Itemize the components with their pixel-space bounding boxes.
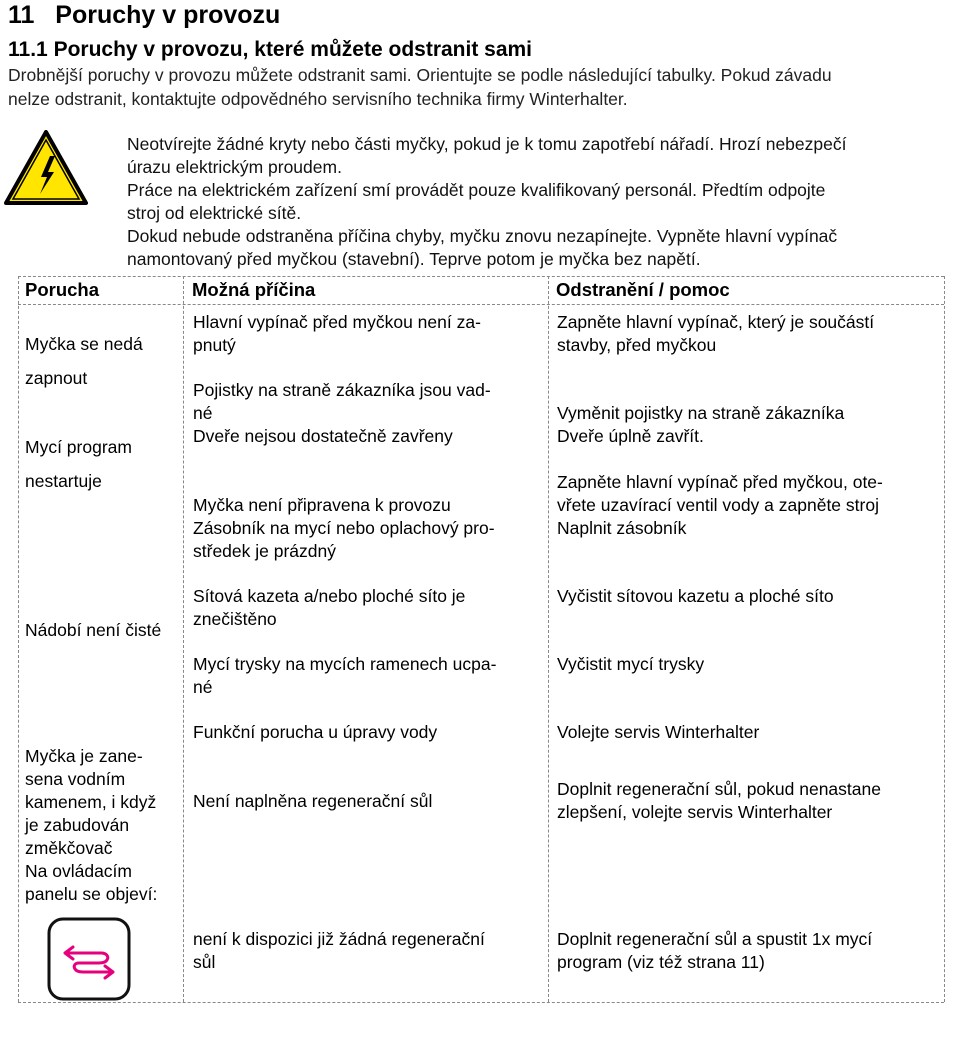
cause-2-line-1: Pojistky na straně zákazníka jsou vad- [193,380,491,400]
cause-7-line-1: Mycí trysky na mycích ramenech ucpa- [193,654,497,674]
cause-5-line-1: Zásobník na mycí nebo oplachový pro- [193,518,495,538]
chapter-heading [8,0,280,30]
fault-limescale-2: sena vodním [25,769,126,789]
warning-line-1: Neotvírejte žádné kryty nebo části myčky, pokud je k tomu zapotřebí nářadí. Hrozí nebezpečí [127,134,847,154]
fault-limescale-7: panelu se objeví: [25,884,158,904]
fault-limescale-5: změkčovač [25,838,113,858]
remedy-7: Vyčistit mycí trysky [557,654,705,674]
fault-limescale-6: Na ovládacím [25,861,132,881]
table-bottom-border [18,1002,944,1003]
cause-6-line-1: Sítová kazeta a/nebo ploché síto je [193,586,466,606]
remedy-9-line-1: Doplnit regenerační sůl, pokud nenastane [557,779,881,799]
section-heading [8,37,532,63]
remedy-4-line-2: vřete uzavírací ventil vody a zapněte stroj [557,495,879,515]
cause-1-line-2: pnutý [193,335,236,355]
cause-5-line-2: středek je prázdný [193,541,336,561]
cause-9: Není naplněna regenerační sůl [193,791,433,811]
fault-limescale-3: kamenem, i když [25,792,157,812]
fault-wont-start-1: Myčka se nedá [25,334,143,354]
high-voltage-warning-icon [4,130,88,206]
table-top-border [18,276,944,277]
fault-limescale-1: Myčka je zane- [25,746,143,766]
remedy-3: Dveře úplně zavřít. [557,426,704,446]
fault-program-1: Mycí program [25,437,132,457]
header-cause: Možná příčina [192,279,316,300]
cause-7-line-2: né [193,677,213,697]
regeneration-salt-symbol-icon [47,917,131,1001]
header-fault: Porucha [25,279,100,300]
section-number: 11.1 [8,38,48,61]
cause-6-line-2: znečištěno [193,609,277,629]
table-col-line-2 [548,276,549,1002]
header-remedy: Odstranění / pomoc [556,279,730,300]
chapter-number: 11 [8,1,35,29]
remedy-2: Vyměnit pojistky na straně zákazníka [557,403,845,423]
warning-line-2: úrazu elektrickým proudem. [127,157,342,177]
remedy-10-line-1: Doplnit regenerační sůl a spustit 1x mycí [557,929,873,949]
warning-line-5: Dokud nebude odstraněna příčina chyby, myčku znovu nezapínejte. Vypněte hlavní vypínač [127,226,838,246]
section-title: Poruchy v provozu, které můžete odstranit sami [53,38,533,61]
warning-line-4: stroj od elektrické sítě. [127,203,302,223]
table-col-line-1 [183,276,184,1002]
remedy-1-line-1: Zapněte hlavní vypínač, který je součástí [557,312,875,332]
warning-line-6: namontovaný před myčkou (stavební). Teprve potom je myčka bez napětí. [127,249,701,269]
cause-2-line-2: né [193,403,213,423]
remedy-1-line-2: stavby, před myčkou [557,335,717,355]
table-col-line-right [944,276,945,1002]
fault-program-2: nestartuje [25,471,102,491]
remedy-4-line-1: Zapněte hlavní vypínač před myčkou, ote- [557,472,883,492]
table-header-border [18,304,944,305]
warning-line-3: Práce na elektrickém zařízení smí provádět pouze kvalifikovaný personál. Předtím odpojte [127,180,826,200]
intro-line-1: Drobnější poruchy v provozu můžete odstranit sami. Orientujte se podle následující tabulky. Pokud závadu [8,65,832,85]
table-col-line-left [18,276,19,1002]
remedy-10-line-2: program (viz též strana 11) [557,952,765,972]
cause-3: Dveře nejsou dostatečně zavřeny [193,426,453,446]
remedy-5: Naplnit zásobník [557,518,687,538]
cause-4: Myčka není připravena k provozu [193,495,451,515]
remedy-8: Volejte servis Winterhalter [557,722,760,742]
fault-dishes-not-clean: Nádobí není čisté [25,620,162,640]
intro-line-2: nelze odstranit, kontaktujte odpovědného servisního technika firmy Winterhalter. [8,89,628,109]
fault-limescale-4: je zabudován [25,815,130,835]
cause-8: Funkční porucha u úpravy vody [193,722,438,742]
remedy-9-line-2: zlepšení, volejte servis Winterhalter [557,802,833,822]
cause-10-line-1: není k dispozici již žádná regenerační [193,929,485,949]
chapter-title: Poruchy v provozu [55,1,281,29]
cause-10-line-2: sůl [193,952,216,972]
cause-1-line-1: Hlavní vypínač před myčkou není za- [193,312,481,332]
fault-wont-start-2: zapnout [25,368,88,388]
remedy-6: Vyčistit sítovou kazetu a ploché síto [557,586,834,606]
